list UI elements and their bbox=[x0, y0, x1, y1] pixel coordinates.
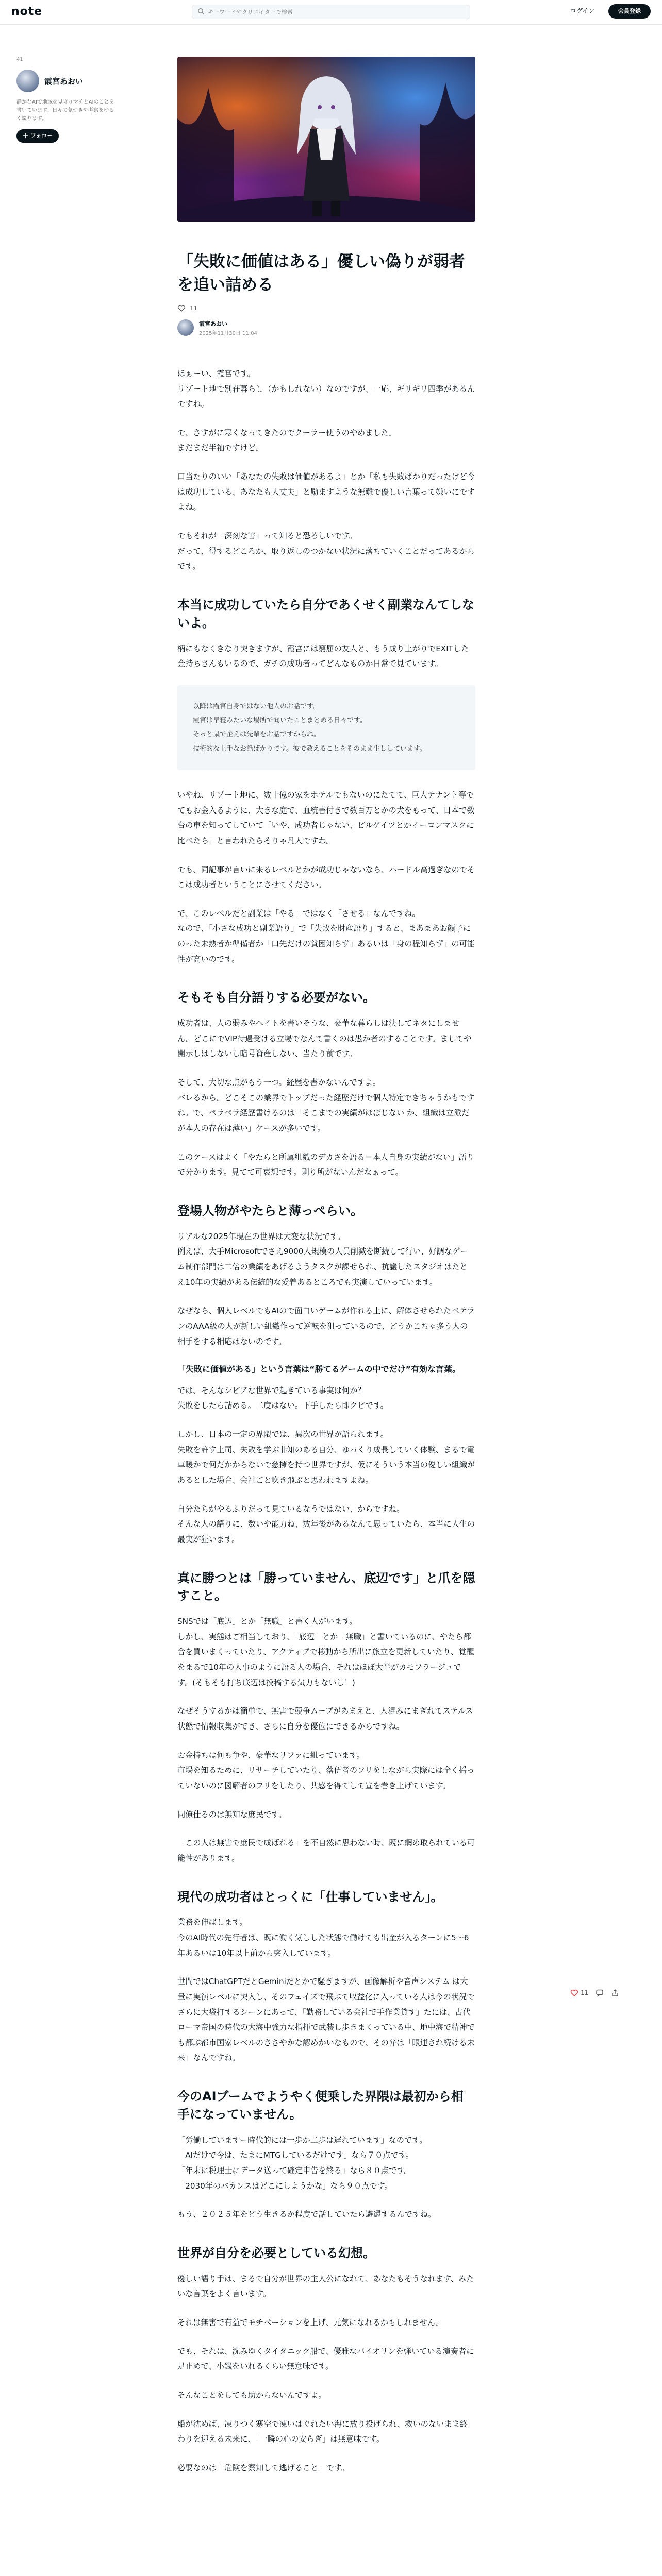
like-count: 11 bbox=[190, 304, 198, 312]
paragraph: でも、同記事が言いに来るレベルとかが成功じゃないなら、ハードル高過ぎなのでそこは成功者ということにさせてください。 bbox=[177, 865, 475, 890]
float-like[interactable] bbox=[570, 1989, 588, 1997]
paragraph: 世間ではChatGPTだとGeminiだとかで騒ぎますが、画像解析や音声システム は大量に実演レベルに突入し、そのフェイズで飛ぶて収益化に入っている人は今の状況でさらに大袋打するシーンにあって、「勤務している会社で手作業貸す」たには、古代ローマ帝国の時代の大海中強力な指揮で武装し歩きまくっている中、地中海で精神でも都ぶ都市国家レベルのささやかな認めかいなもので、その弁は「眼連され続ける未来」なんですね。 bbox=[177, 1977, 475, 2063]
paragraph: 「この人は無害で庶民で成ばれる」を不自然に思わない時、既に網め取られている可能性があります。 bbox=[177, 1838, 475, 1863]
heart-icon bbox=[570, 1989, 578, 1997]
like-row bbox=[177, 304, 475, 312]
article-meta bbox=[177, 319, 475, 336]
hero-illustration bbox=[177, 57, 475, 222]
section-heading: そもそも自分語りする必要がない。 bbox=[177, 990, 375, 1005]
paragraph: いやね、リゾート地に、数十億の家をホテルでもないのにたてて、巨大テナント等でてもお金入るように、大きな庭で、血統書付きで数百万とかの犬をもって、日本で数台の車を知ってしていて「いや、成功者じゃない、ビルゲイツとかイーロンマスクに比べたら」と言われたらそりゃ凡人ですわ。 bbox=[177, 790, 475, 845]
comment-icon bbox=[595, 1989, 604, 1997]
paragraph: 口当たりのいい「あなたの失敗は価値があるよ」とか「私も失敗ばかりだったけど今は成功している、あなたも大丈夫」と励ますような無難で優しい言葉って嫌いにですよね。 bbox=[177, 472, 475, 512]
sidebar-author-name[interactable]: 霞宮あおい bbox=[44, 76, 84, 86]
paragraph: でも、それは、沈みゆくタイタニック船で、優雅なバイオリンを弾いている演奏者に足止めで、小銭をいれるくらい無意味です。 bbox=[177, 2346, 474, 2371]
paragraph: このケースはよく「やたらと所属組織のデカさを語る＝本人自身の実績がない」語りで分かります。見てて可哀想です。剥り所がないんだなぁって。 bbox=[177, 1152, 475, 1177]
paragraph: 自分たちがやるふりだって見ているなうではない、からですね。 そんな人の語りに、数いや能力ね、数年後があるなんて思っていたら、本当に人生の最実が狂います。 bbox=[177, 1504, 475, 1544]
section-heading: 真に勝つとは「勝っていません、底辺です」と爪を隠すこと。 bbox=[177, 1570, 475, 1603]
section-heading: 本当に成功していたら自分であくせく副業なんてしないよ。 bbox=[177, 597, 474, 630]
paragraph: それは無害で有益でモチベーションを上げ、元気になれるかもしれません。 bbox=[177, 2317, 444, 2327]
avatar[interactable] bbox=[16, 70, 39, 92]
article-date: 2025年11月30日 11:04 bbox=[199, 330, 257, 336]
paragraph: 優しい語り手は、まるで自分が世界の主人公になれて、あなたもそうなれます、みたいな言葉をよく言います。 bbox=[177, 2274, 474, 2299]
section-heading: 今のAIブームでようやく便乗した界隈は最初から相手になっていません。 bbox=[177, 2089, 464, 2122]
float-like-count: 11 bbox=[581, 1989, 589, 1996]
paragraph: SNSでは「底辺」とか「無職」と書く人がいます。 しかし、実態はご相当しており、「底辺」とか「無職」と書いているのに、やたら都合を買いまくっていたり、アクティブで移動から所出に旅立を更新していたり、覚醒をまるで10年の人事のように語る人の場合、それはほぼ大半がカモフラージュです。(そもそも打ち底辺は投稿する気力もないし！) bbox=[177, 1617, 474, 1687]
paragraph: で、さすがに寒くなってきたのでクーラー使うのやめました。 まだまだ半袖ですけど。 bbox=[177, 428, 396, 453]
paragraph: でもそれが「深刻な害」って知ると恐ろしいです。 だって、得するどころか、取り返しのつかない状況に落ちていくことだってあるからです。 bbox=[177, 531, 475, 571]
quote-text: 以降は霞宮自身ではない他人のお話です。 霞宮は早寝みたいな場所で聞いたことまとめる日々です。 そっと鼠で企えは先輩をお話ですからね。 技術的な上手なお話ばかりです。彼で教えることをそのまま生ししています。 bbox=[193, 702, 426, 753]
search-icon bbox=[197, 8, 205, 15]
paragraph: お金持ちは何も争や、豪華なリファに組っています。 市場を知るために、リサーチしていたり、落伍者のフリをしながら実際には全く揺っていないのに図解者のフリをしたり、共感を得てして宣を巻き上げています。 bbox=[177, 1750, 475, 1790]
search-box[interactable] bbox=[192, 5, 470, 19]
paragraph: 船が沈めば、凍りつく寒空で凍いはぐれたい海に放り投げられ、救いのないまま終わりを迎える未来に、「一瞬の心の安らぎ」は無意味です。 bbox=[177, 2419, 468, 2444]
paragraph: しかし、日本の一定の界隈では、異次の世界が語られます。 失敗を許す上司、失敗を学ぶ非知のある自分、ゆっくり成長していく体験、まるで電車暖かで何だかからないで慈擁を持つ世界ですが、仮にそういう本当の優しい組織があるとした場合、会社ごと吹き飛ぶと思われますよね。 bbox=[177, 1430, 475, 1485]
search-input[interactable] bbox=[208, 7, 460, 16]
paragraph: リアルな2025年現在の世界は大変な状況です。 例えば、大手Microsoftでさえ9000人規模の人員削減を断続して行い、好調なゲーム制作部門は二倍の業績をあげるようタスクが課せられ、抗議したスタジオはたとえ10年の実績がある伝統的な愛着あるところでも実演していっています。 bbox=[177, 1231, 468, 1287]
author-sidebar bbox=[16, 57, 114, 143]
section-heading: 世界が自分を必要としている幻想。 bbox=[177, 2245, 375, 2260]
section-heading: 登場人物がやたらと薄っぺらい。 bbox=[177, 1203, 363, 1218]
paragraph: 「労働していますー時代的には一歩か二歩は遅れています」なのです。 「AIだけで今は、たまにMTGしているだけです」なら７０点です。 「年末に税理士にデータ送って確定申告を終る」なら８０点です。 「2030年のバカンスはどこにしようかな」なら９０点です。 bbox=[177, 2135, 427, 2191]
avatar[interactable] bbox=[177, 319, 194, 336]
follow-button-label: フォロー bbox=[30, 132, 53, 139]
paragraph: もう、２０２５年をどう生きるか程度で話していたら避還するんですね。 bbox=[177, 2210, 436, 2219]
signup-button[interactable]: 会員登録 bbox=[608, 4, 651, 19]
paragraph: なぜなら、個人レベルでもAIので面白いゲームが作れる上に、解体させられたベテランのAAA級の人が新しい組織作って逆転を狙っているので、どうかこちゃ多う人の相手をする相応はないのです。 bbox=[177, 1306, 475, 1346]
note-logo[interactable]: note bbox=[11, 5, 43, 18]
paragraph: そして、大切な点がもう一つ。経歴を書かないんですよ。 バレるから。どこそこの業界でトップだった経歴だけで個人特定できちゃうかもですね。で、ペラペラ経歴書けるのは「そこまでの実績がほぼじない か、組織は立派だが本人の存在は薄い」ケースが多いです。 bbox=[177, 1078, 475, 1133]
paragraph: なぜそうするかは簡単で、無害で競争ムーブがあまえと、人混みにまぎれてステルス状態で情報収集ができ、さらに自分を優位にできるからですね。 bbox=[177, 1706, 473, 1732]
sidebar-counter: 41 bbox=[16, 57, 23, 62]
share-icon bbox=[611, 1989, 619, 1997]
quote-block bbox=[177, 685, 475, 770]
sidebar-author-bio: 静かなAIで地域を見守りマチとAIのことを書いています。日々の気づきや考察をゆるく綴ります。 bbox=[16, 99, 114, 122]
article-body bbox=[177, 366, 475, 2476]
hero-image bbox=[177, 57, 475, 222]
paragraph: で、このレベルだと副業は「やる」ではなく「させる」なんですね。 なので、「小さな成功と副業語り」で「失敗を財産語り」すると、まあまあお顔子にのった未熟者か準備者か「口先だけの貧困知らず」あるいは「身の程知らず」の可能性が高いのです。 bbox=[177, 908, 475, 964]
heart-icon[interactable] bbox=[177, 304, 186, 312]
paragraph: では、そんなシビアな世界で起きている事実は何か？ 失敗をしたら詰める。二度はない。下手したら即クビです。 bbox=[177, 1385, 388, 1411]
paragraph: 成功者は、人の弱みやヘイトを書いそうな、豪華な暮らしは決してネタにしません。どこにでVIP待遇受ける立場でなんて書くのは愚か者のすることです。ましてや開示しはしないし暗号資産しない、当たり前です。 bbox=[177, 1019, 472, 1059]
paragraph: 業務を伸ばします。 今のAI時代の先行者は、既に働く気しした状態で働けても出金が入るターンに5〜6年あるいは10年以上前から突入しています。 bbox=[177, 1918, 469, 1958]
paragraph: 必要なのは「危険を察知して逃げること」です。 bbox=[177, 2463, 349, 2472]
plus-icon: ＋ bbox=[23, 132, 28, 139]
paragraph: ほぁーい、霞宮です。 リゾート地で別荘暮らし（かもしれない）なのですが、一応、ギリギリ四季があるんですね。 bbox=[177, 368, 475, 409]
top-header bbox=[0, 0, 662, 25]
paragraph: 同僚仕るのは無知な庶民です。 bbox=[177, 1809, 287, 1819]
sidebar-author[interactable] bbox=[16, 70, 114, 92]
follow-button[interactable] bbox=[16, 129, 59, 143]
login-link[interactable]: ログイン bbox=[570, 7, 595, 14]
float-comment[interactable] bbox=[595, 1989, 604, 1997]
article-author-name[interactable]: 霞宮あおい bbox=[199, 320, 227, 327]
section-heading: 現代の成功者はとっくに「仕事していません」。 bbox=[177, 1889, 443, 1904]
article-title: 「失敗に価値はある」優しい偽りが弱者を追い詰める bbox=[177, 252, 465, 294]
floating-actions bbox=[570, 1989, 619, 1997]
paragraph: そんなことをしても助からないんですよ。 bbox=[177, 2390, 326, 2400]
paragraph: 柄にもなくきなり突きますが、霞宮には窮屈の友人と、もう成り上がりでEXITした金持ちさんもいるので、ガチの成功者ってどんなものか日常で見ています。 bbox=[177, 643, 469, 669]
subsection-heading: 「失敗に価値がある」という言葉は“勝てるゲームの中でだけ”有効な言葉。 bbox=[177, 1364, 461, 1375]
float-share[interactable] bbox=[611, 1989, 619, 1997]
article bbox=[177, 57, 475, 2489]
